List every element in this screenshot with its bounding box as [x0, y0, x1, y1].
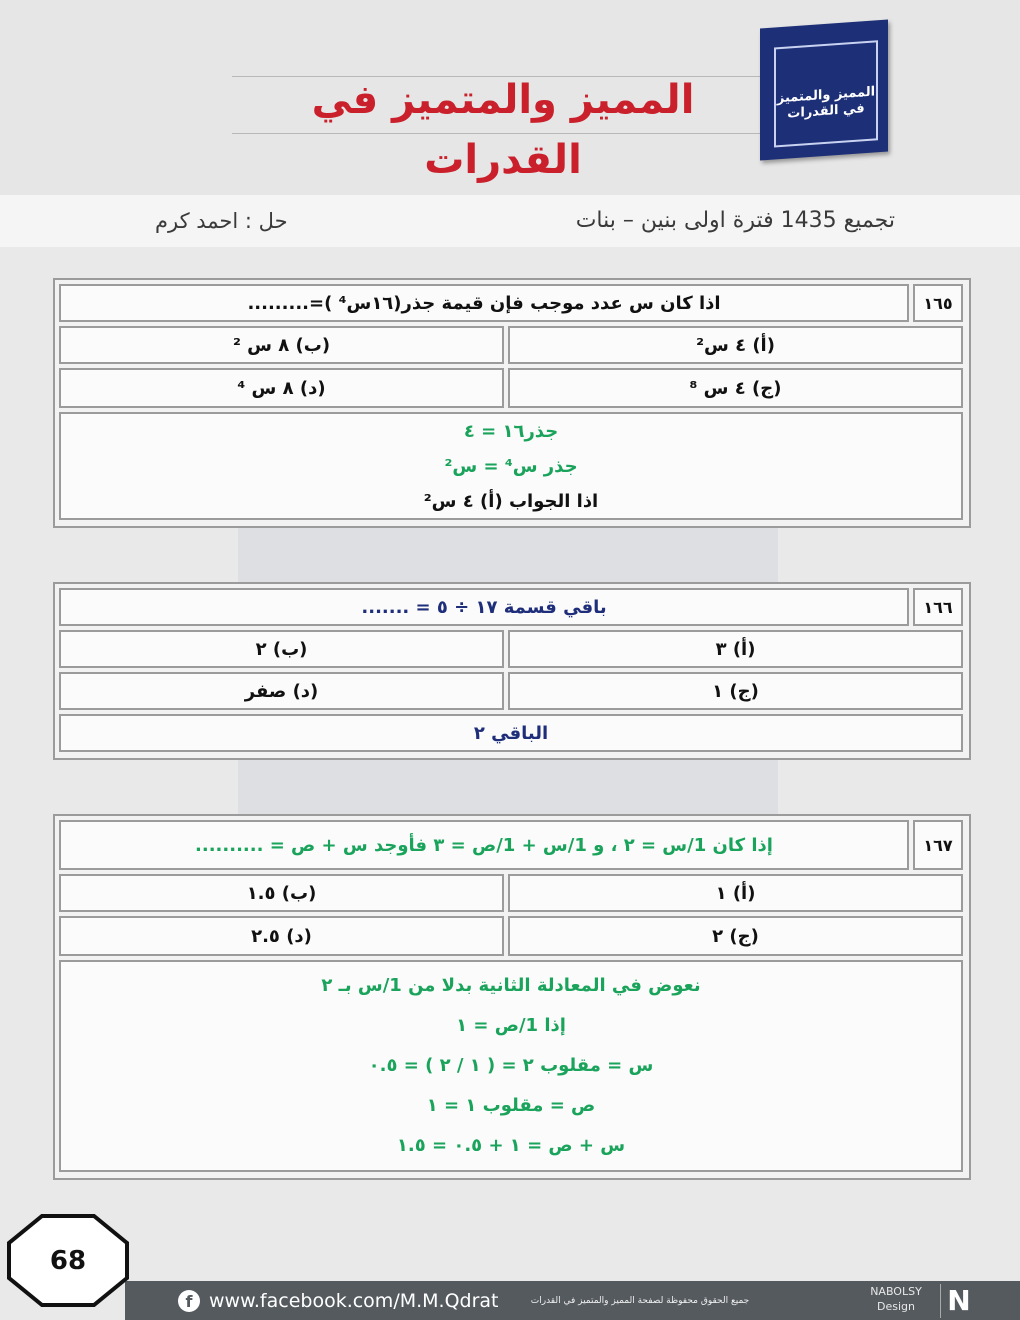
option-c: (ج) ٢ [508, 916, 963, 956]
solution-line: جذر س⁴ = س² [444, 455, 578, 477]
page-number: 68 [49, 1245, 87, 1276]
solver-credit: حل : احمد كرم [155, 209, 288, 233]
copyright-text: جميع الحقوق محفوظة لصفحة المميز والمتميز في القدرات [530, 1296, 750, 1306]
option-b: (ب) ١.٥ [59, 874, 504, 912]
question-number: ١٦٥ [913, 284, 963, 322]
solution [59, 714, 963, 752]
solution-line: س = مقلوب ٢ = ( ١ / ٢ ) = ٠.٥ [368, 1055, 654, 1076]
solution-line: ص = مقلوب ١ = ١ [426, 1095, 596, 1116]
question-block-167 [53, 814, 971, 1180]
option-d: (د) ٨ س ⁴ [59, 368, 504, 408]
option-b: (ب) ٢ [59, 630, 504, 668]
question-text: باقي قسمة ١٧ ÷ ٥ = ....... [59, 588, 909, 626]
page-number-badge [6, 1213, 130, 1308]
solution [59, 412, 963, 520]
option-d: (د) صفر [59, 672, 504, 710]
option-a: (أ) ١ [508, 874, 963, 912]
solution-line: جذر١٦ = ٤ [463, 420, 559, 442]
option-a: (أ) ٣ [508, 630, 963, 668]
option-c: (ج) ١ [508, 672, 963, 710]
option-d: (د) ٢.٥ [59, 916, 504, 956]
collection-title: تجميع 1435 فترة اولى بنين – بنات [575, 208, 895, 233]
question-block-166 [53, 582, 971, 760]
book-icon [774, 40, 878, 147]
solution [59, 960, 963, 1172]
designer-credit: NABOLSY Design [870, 1285, 922, 1313]
question-text: إذا كان 1/س = ٢ ، و 1/س + 1/ص = ٣ فأوجد س + ص = .......... [59, 820, 909, 870]
solution-line: إذا 1/ص = ١ [456, 1015, 566, 1036]
question-number: ١٦٧ [913, 820, 963, 870]
option-b: (ب) ٨ س ² [59, 326, 504, 364]
option-c: (ج) ٤ س ⁸ [508, 368, 963, 408]
question-text: اذا كان س عدد موجب فإن قيمة جذر(١٦س⁴ )=......... [59, 284, 909, 322]
solution-answer: اذا الجواب (أ) ٤ س² [423, 490, 599, 512]
solution-line: الباقي ٢ [473, 722, 549, 744]
brand-title: المميز والمتميز في القدرات [311, 77, 695, 183]
facebook-link[interactable]: www.facebook.com/M.M.Qdrat [209, 1290, 499, 1312]
solution-line: نعوض في المعادلة الثانية بدلا من 1/س بـ ٢ [321, 975, 701, 996]
solution-line: س + ص = ١ + ٠.٥ = ١.٥ [396, 1135, 626, 1156]
facebook-icon: f [178, 1290, 200, 1312]
option-a: (أ) ٤ س² [508, 326, 963, 364]
question-block-165 [53, 278, 971, 528]
question-number: ١٦٦ [913, 588, 963, 626]
designer-logo: N [940, 1284, 977, 1318]
logo-text: المميز والمتميز في القدرات [776, 84, 876, 122]
logo [760, 20, 888, 161]
